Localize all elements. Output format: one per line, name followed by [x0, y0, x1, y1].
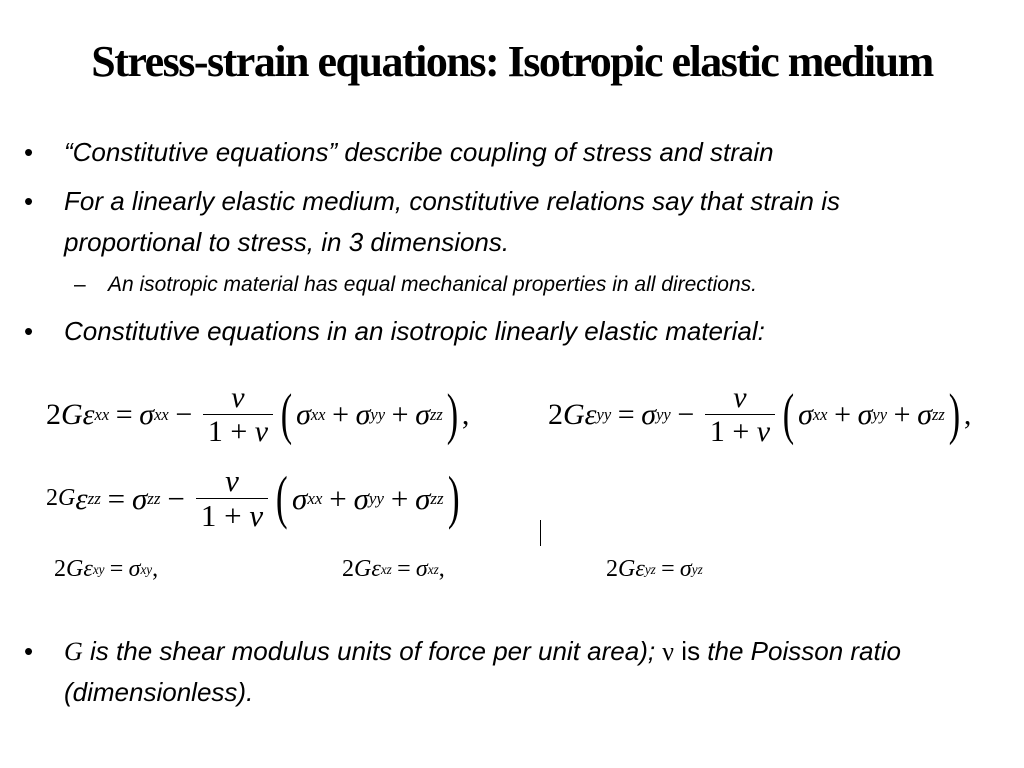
bullet-2-subitem-text: An isotropic material has equal mechanical properties in all directions. — [108, 273, 757, 296]
equation-strain-yy: 2 G ε yy = σ yy − $\frac{\nu}{1 + \nu}$ ( σ xx + σ yy + σ zz ) , — [548, 381, 972, 448]
bullet-2-subitem — [74, 270, 1008, 300]
bullet-4-text-2: the Poisson ratio (dimensionless). — [64, 636, 901, 707]
bullet-glyph: • — [24, 186, 34, 216]
bullet-4-text-1: is the shear modulus units of force per unit area); — [82, 636, 663, 666]
bullet-glyph: • — [24, 137, 34, 167]
bullet-2-text: For a linearly elastic medium, constitutive relations say that strain is proportional to stress, in 3 dimensions. — [64, 186, 840, 257]
text-cursor — [540, 520, 541, 546]
bullet-4 — [24, 631, 1004, 713]
equation-shear-yz: 2 G ε yz = σ yz — [606, 556, 703, 582]
bullet-3 — [24, 311, 1004, 352]
bullet-glyph: • — [24, 636, 34, 666]
bullet-2 — [24, 181, 984, 263]
bullet-glyph: • — [24, 316, 34, 346]
bullet-1-text: “Constitutive equations” describe coupling of stress and strain — [64, 137, 774, 167]
slide-title: Stress-strain equations: Isotropic elastic medium — [91, 37, 933, 86]
shear-modulus-symbol: G — [64, 637, 83, 666]
equation-shear-xy: 2 G ε xy = σ xy , — [54, 556, 159, 582]
bullet-1 — [24, 132, 1004, 173]
equation-strain-xx: 2 G ε xx = σ xx − $\frac{\nu}{1 + \nu}$ ( σ xx + σ yy + σ zz ) , — [46, 381, 470, 448]
bullet-4-is-word: is — [674, 636, 708, 666]
dash-glyph: – — [74, 273, 86, 296]
bullet-3-text: Constitutive equations in an isotropic linearly elastic material: — [64, 316, 765, 346]
poisson-ratio-symbol: ν — [662, 637, 675, 666]
equation-strain-zz: 2 G ε zz = σ zz − $\frac{\nu}{1 + \nu}$ ( σ xx + σ yy + σ zz ) — [46, 463, 460, 533]
equation-shear-xz: 2 G ε xz = σ xz , — [342, 556, 445, 582]
